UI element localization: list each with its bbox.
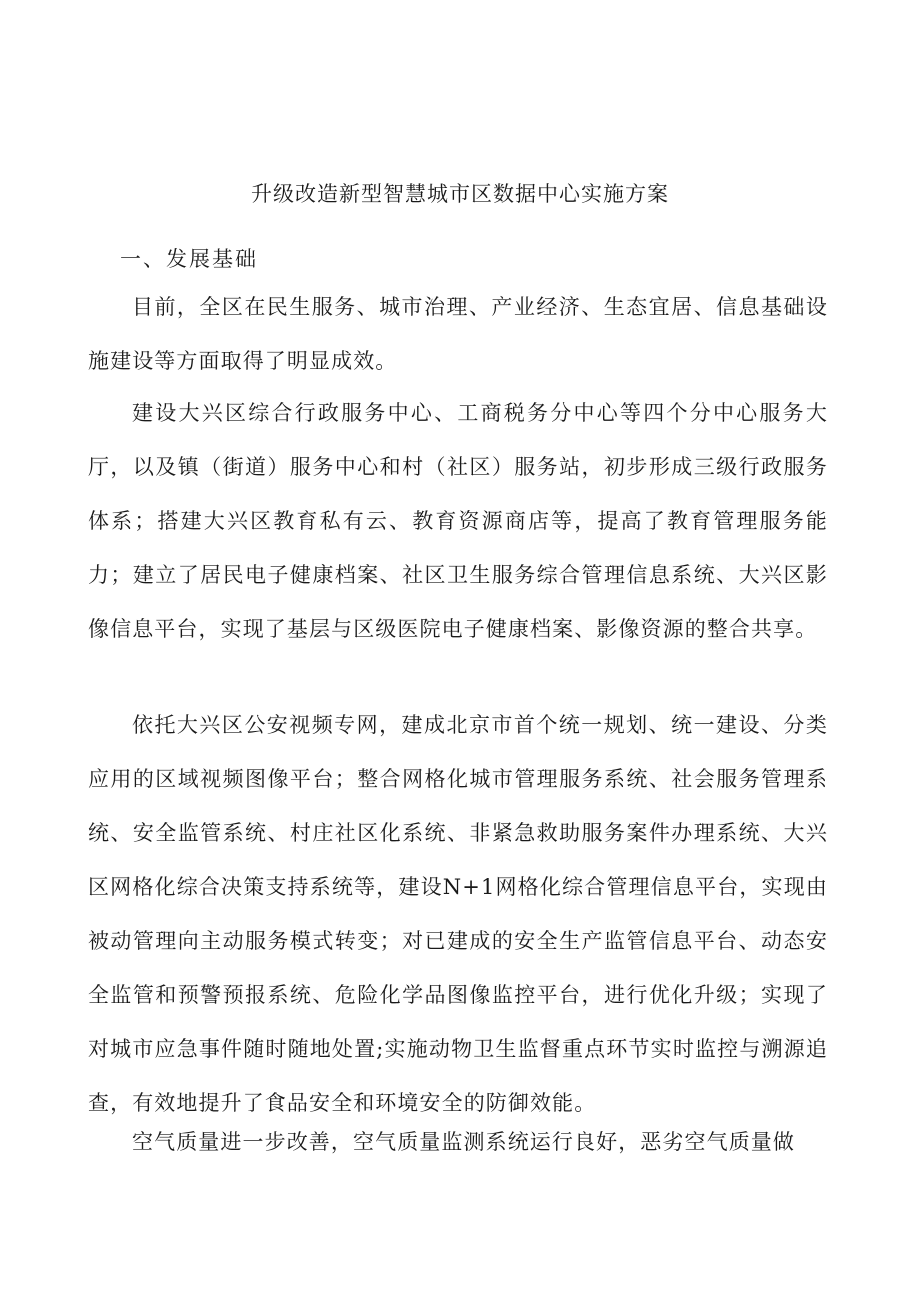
paragraph-public-services: 建设大兴区综合行政服务中心、工商税务分中心等四个分中心服务大厅，以及镇（街道）服务中心和村（社区）服务站，初步形成三级行政服务体系；搭建大兴区教育私有云、教育资源商店等，提高了教育管理服务能力；建立了居民电子健康档案、社区卫生服务综合管理信息系统、大兴区影像信息平台，实现了基层与区级医院电子健康档案、影像资源的整合共享。 [88,401,828,641]
paragraph-air-quality: 空气质量进一步改善，空气质量监测系统运行良好，恶劣空气质量做 [132,1130,795,1154]
paragraph-achievements-summary: 目前，全区在民生服务、城市治理、产业经济、生态宜居、信息基础设施建设等方面取得了明显成效。 [88,295,828,373]
paragraph-city-governance: 依托大兴区公安视频专网，建成北京市首个统一规划、统一建设、分类应用的区域视频图像平台；整合网格化城市管理服务系统、社会服务管理系统、安全监管系统、村庄社区化系统、非紧急救助服务案件办理系统、大兴区网格化综合决策支持系统等，建设N+1网格化综合管理信息平台，实现由被动管理向主动服务模式转变；对已建成的安全生产监管信息平台、动态安全监管和预警预报系统、危险化学品图像监控平台，进行优化升级；实现了对城市应急事件随时随地处置;实施动物卫生监督重点环节实时监控与溯源追查，有效地提升了食品安全和环境安全的防御效能。 [88,713,828,1115]
section-heading: 一、发展基础 [120,247,258,271]
document-title: 升级改造新型智慧城市区数据中心实施方案 [251,182,669,206]
